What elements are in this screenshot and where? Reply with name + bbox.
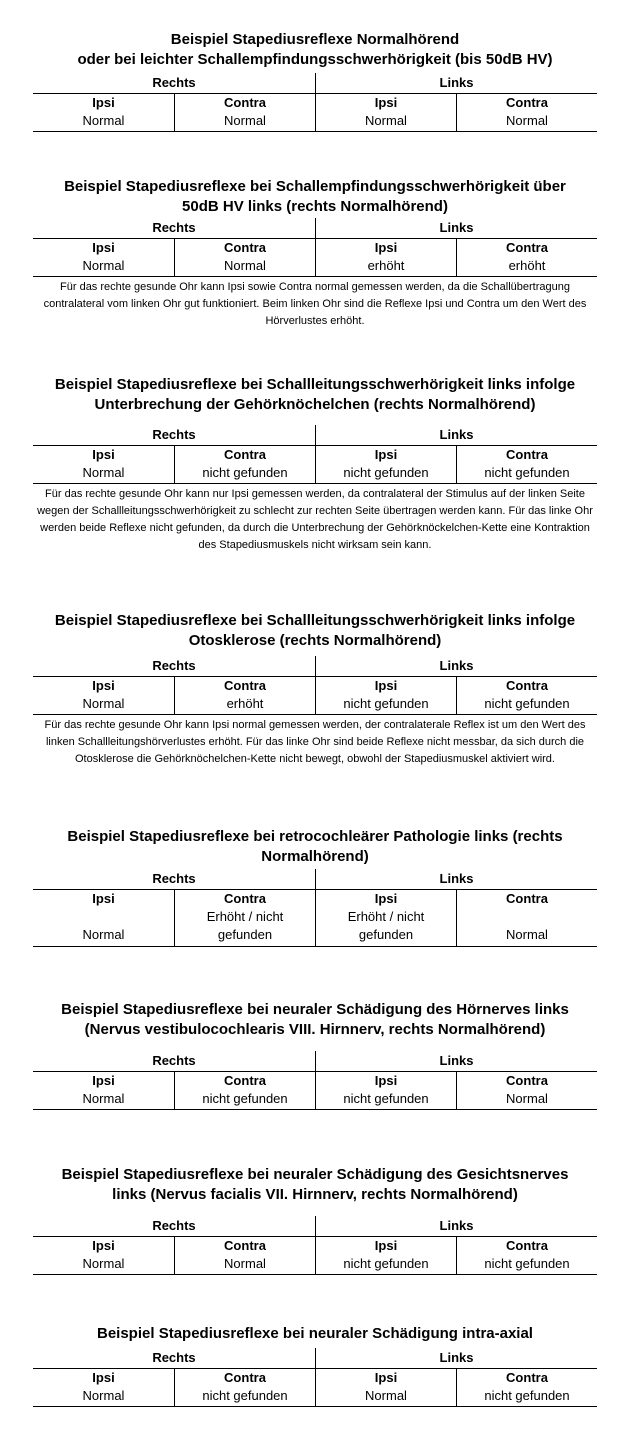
value-row [33, 239, 597, 277]
reflex-table [33, 73, 597, 132]
value-rechts-contra: erhöht [226, 696, 264, 711]
value-rechts-ipsi: Normal [82, 113, 125, 128]
col-header-contra: Contra [224, 1073, 266, 1088]
value-links-ipsi: Erhöht / nicht gefunden [347, 909, 425, 942]
col-links-contra [456, 446, 597, 483]
col-links-ipsi [315, 1072, 456, 1109]
col-header-contra: Contra [224, 95, 266, 110]
side-header-row [33, 869, 597, 890]
value-row [33, 1237, 597, 1275]
col-header-contra: Contra [506, 891, 548, 906]
col-header-contra: Contra [506, 1370, 548, 1385]
section-title-line: Otosklerose (rechts Normalhörend) [188, 632, 442, 649]
header-rechts: Rechts [152, 1350, 196, 1365]
col-header-contra: Contra [506, 240, 548, 255]
value-row [33, 890, 597, 947]
value-links-ipsi: nicht gefunden [343, 1091, 429, 1106]
value-links-ipsi: nicht gefunden [343, 696, 429, 711]
col-header-ipsi: Ipsi [92, 1238, 115, 1253]
section-title [0, 1000, 630, 1040]
col-links-ipsi [315, 1237, 456, 1274]
header-links: Links [315, 1051, 597, 1071]
col-links-ipsi [315, 446, 456, 483]
explanation-note: Für das rechte gesunde Ohr kann Ipsi normal gemessen werden, der contralaterale Reflex ist um den Wert des linken Schallleitungshörverlustes erhöht. Für das linke Ohr sind beide Reflexe nicht messbar, da sich durch die Otosklerose die Gehörknöchelchen-Kette nicht bewegt, obwohl der Stapediusmuskel aktiviert wird. [44, 719, 586, 765]
side-header-row [33, 1216, 597, 1237]
col-links-contra [456, 1369, 597, 1406]
section-title-line: links (Nervus facialis VII. Hirnnerv, rechts Normalhörend) [112, 1186, 518, 1203]
col-header-ipsi: Ipsi [374, 678, 398, 693]
header-links: Links [315, 1216, 597, 1236]
section-title [0, 1324, 630, 1344]
col-header-ipsi: Ipsi [92, 95, 115, 110]
col-header-contra: Contra [506, 447, 548, 462]
section-title [0, 30, 630, 70]
value-links-contra: Normal [506, 927, 548, 942]
col-rechts-ipsi [33, 1237, 174, 1274]
explanation-note: Für das rechte gesunde Ohr kann nur Ipsi gemessen werden, da contralateral der Stimulus auf der linken Seite wegen der Schallleitungsschwerhörigkeit zu schlecht zur rechten Seite übertragen werden kann. Für das linke Ohr werden beide Reflexe nicht gefunden, da durch die Unterbrechung der Gehörknöckelchen-Kette eine Kontraktion des Stapediusmuskels nicht wirksam sein kann. [37, 488, 593, 551]
header-rechts: Rechts [152, 658, 196, 673]
col-header-ipsi: Ipsi [92, 240, 115, 255]
value-links-contra: nicht gefunden [484, 1388, 570, 1403]
col-header-ipsi: Ipsi [374, 1073, 398, 1088]
value-links-ipsi: nicht gefunden [343, 465, 429, 480]
value-rechts-ipsi: Normal [82, 696, 125, 711]
value-row [33, 446, 597, 484]
value-links-contra: Normal [506, 113, 548, 128]
value-links-ipsi: Normal [365, 113, 407, 128]
col-rechts-contra [174, 890, 315, 946]
col-links-ipsi [315, 239, 456, 276]
value-rechts-ipsi: Normal [82, 1256, 125, 1271]
col-links-contra [456, 1072, 597, 1109]
section-title-line: Normalhörend) [261, 848, 369, 865]
col-header-contra: Contra [224, 1238, 266, 1253]
section-title-line: (Nervus vestibulocochlearis VIII. Hirnnerv, rechts Normalhörend) [84, 1021, 546, 1038]
col-rechts-contra [174, 94, 315, 131]
col-rechts-ipsi [33, 1072, 174, 1109]
value-links-ipsi: erhöht [367, 258, 405, 273]
value-links-contra: nicht gefunden [484, 1256, 570, 1271]
value-row [33, 1072, 597, 1110]
section-title [0, 375, 630, 415]
col-header-ipsi: Ipsi [374, 891, 398, 906]
reflex-table [33, 1216, 597, 1275]
col-header-ipsi: Ipsi [374, 1238, 398, 1253]
value-rechts-contra: nicht gefunden [202, 1091, 288, 1106]
value-row [33, 94, 597, 132]
header-links: Links [315, 73, 597, 93]
value-rechts-contra: nicht gefunden [202, 465, 288, 480]
value-links-contra: Normal [506, 1091, 548, 1106]
value-rechts-contra: Erhöht / nicht gefunden [206, 909, 284, 942]
section-title-line: 50dB HV links (rechts Normalhörend) [182, 198, 448, 215]
col-header-ipsi: Ipsi [92, 447, 115, 462]
value-links-contra: nicht gefunden [484, 465, 570, 480]
value-row [33, 677, 597, 715]
col-rechts-ipsi [33, 677, 174, 714]
explanation-note: Für das rechte gesunde Ohr kann Ipsi sowie Contra normal gemessen werden, da die Schallübertragung contralateral vom linken Ohr gut funktioniert. Beim linken Ohr sind die Reflexe Ipsi und Contra um den Wert des Hörverlustes erhöht. [43, 281, 587, 327]
side-header-row [33, 425, 597, 446]
reflex-table [33, 218, 597, 330]
header-links: Links [315, 656, 597, 676]
side-header-row [33, 1051, 597, 1072]
header-rechts: Rechts [152, 220, 196, 235]
col-rechts-contra [174, 1237, 315, 1274]
col-header-contra: Contra [506, 1073, 548, 1088]
value-rechts-ipsi: Normal [82, 1388, 125, 1403]
section-title [0, 827, 630, 867]
section-title-line: Beispiel Stapediusreflexe Normalhörend [170, 31, 460, 48]
side-header-row [33, 73, 597, 94]
col-header-ipsi: Ipsi [92, 678, 115, 693]
section-title [0, 1165, 630, 1205]
col-rechts-ipsi [33, 890, 174, 946]
section-title-line: oder bei leichter Schallempfindungsschwerhörigkeit (bis 50dB HV) [77, 51, 553, 68]
col-header-contra: Contra [224, 447, 266, 462]
header-links: Links [315, 425, 597, 445]
header-rechts: Rechts [152, 75, 196, 90]
section-title [0, 611, 630, 651]
col-header-ipsi: Ipsi [374, 95, 398, 110]
section-title-line: Beispiel Stapediusreflexe bei Schallleitungsschwerhörigkeit links infolge [54, 612, 576, 629]
col-header-ipsi: Ipsi [92, 1073, 115, 1088]
col-links-contra [456, 1237, 597, 1274]
col-header-contra: Contra [506, 678, 548, 693]
header-links: Links [315, 1348, 597, 1368]
col-header-contra: Contra [224, 1370, 266, 1385]
value-links-contra: erhöht [508, 258, 546, 273]
value-rechts-contra: Normal [224, 258, 266, 273]
col-rechts-contra [174, 446, 315, 483]
col-links-contra [456, 677, 597, 714]
reflex-table [33, 869, 597, 947]
col-header-ipsi: Ipsi [374, 447, 398, 462]
value-rechts-ipsi: Normal [82, 465, 125, 480]
col-rechts-ipsi [33, 94, 174, 131]
header-links: Links [315, 218, 597, 238]
col-rechts-contra [174, 239, 315, 276]
col-header-contra: Contra [224, 240, 266, 255]
value-rechts-ipsi: Normal [82, 258, 125, 273]
side-header-row [33, 656, 597, 677]
col-rechts-contra [174, 1369, 315, 1406]
col-header-contra: Contra [506, 95, 548, 110]
header-rechts: Rechts [152, 1053, 196, 1068]
value-links-ipsi: Normal [365, 1388, 407, 1403]
col-links-contra [456, 239, 597, 276]
section-title-line: Beispiel Stapediusreflexe bei retrocochleärer Pathologie links (rechts [67, 828, 563, 845]
col-rechts-ipsi [33, 1369, 174, 1406]
col-links-ipsi [315, 1369, 456, 1406]
col-header-contra: Contra [224, 678, 266, 693]
col-links-contra [456, 94, 597, 131]
header-rechts: Rechts [152, 1218, 196, 1233]
value-links-contra: nicht gefunden [484, 696, 570, 711]
value-rechts-ipsi: Normal [82, 1091, 125, 1106]
col-header-ipsi: Ipsi [374, 240, 398, 255]
col-rechts-contra [174, 677, 315, 714]
col-rechts-ipsi [33, 446, 174, 483]
side-header-row [33, 1348, 597, 1369]
col-links-ipsi [315, 94, 456, 131]
reflex-table [33, 656, 597, 768]
value-rechts-ipsi: Normal [82, 927, 125, 942]
side-header-row [33, 218, 597, 239]
header-links: Links [315, 869, 597, 889]
value-rechts-contra: Normal [224, 1256, 266, 1271]
reflex-table [33, 1348, 597, 1407]
value-row [33, 1369, 597, 1407]
section-title-line: Beispiel Stapediusreflexe bei Schallempfindungsschwerhörigkeit über [64, 178, 566, 195]
col-header-ipsi: Ipsi [92, 891, 115, 906]
header-rechts: Rechts [152, 427, 196, 442]
section-title-line: Beispiel Stapediusreflexe bei Schallleitungsschwerhörigkeit links infolge [54, 376, 576, 393]
value-rechts-contra: Normal [224, 113, 266, 128]
section-title-line: Beispiel Stapediusreflexe bei neuraler Schädigung des Gesichtsnerves [61, 1166, 569, 1183]
col-header-contra: Contra [506, 1238, 548, 1253]
col-rechts-ipsi [33, 239, 174, 276]
col-rechts-contra [174, 1072, 315, 1109]
col-links-ipsi [315, 677, 456, 714]
header-rechts: Rechts [152, 871, 196, 886]
col-header-ipsi: Ipsi [374, 1370, 398, 1385]
col-links-ipsi [315, 890, 456, 946]
col-links-contra [456, 890, 597, 946]
reflex-table [33, 425, 597, 554]
reflex-table [33, 1051, 597, 1110]
value-rechts-contra: nicht gefunden [202, 1388, 288, 1403]
col-header-ipsi: Ipsi [92, 1370, 115, 1385]
section-title-line: Beispiel Stapediusreflexe bei neuraler Schädigung intra-axial [97, 1325, 533, 1342]
section-title [0, 177, 630, 217]
value-links-ipsi: nicht gefunden [343, 1256, 429, 1271]
section-title-line: Beispiel Stapediusreflexe bei neuraler Schädigung des Hörnerves links [61, 1001, 569, 1018]
col-header-contra: Contra [224, 891, 266, 906]
section-title-line: Unterbrechung der Gehörknöchelchen (rechts Normalhörend) [94, 396, 536, 413]
